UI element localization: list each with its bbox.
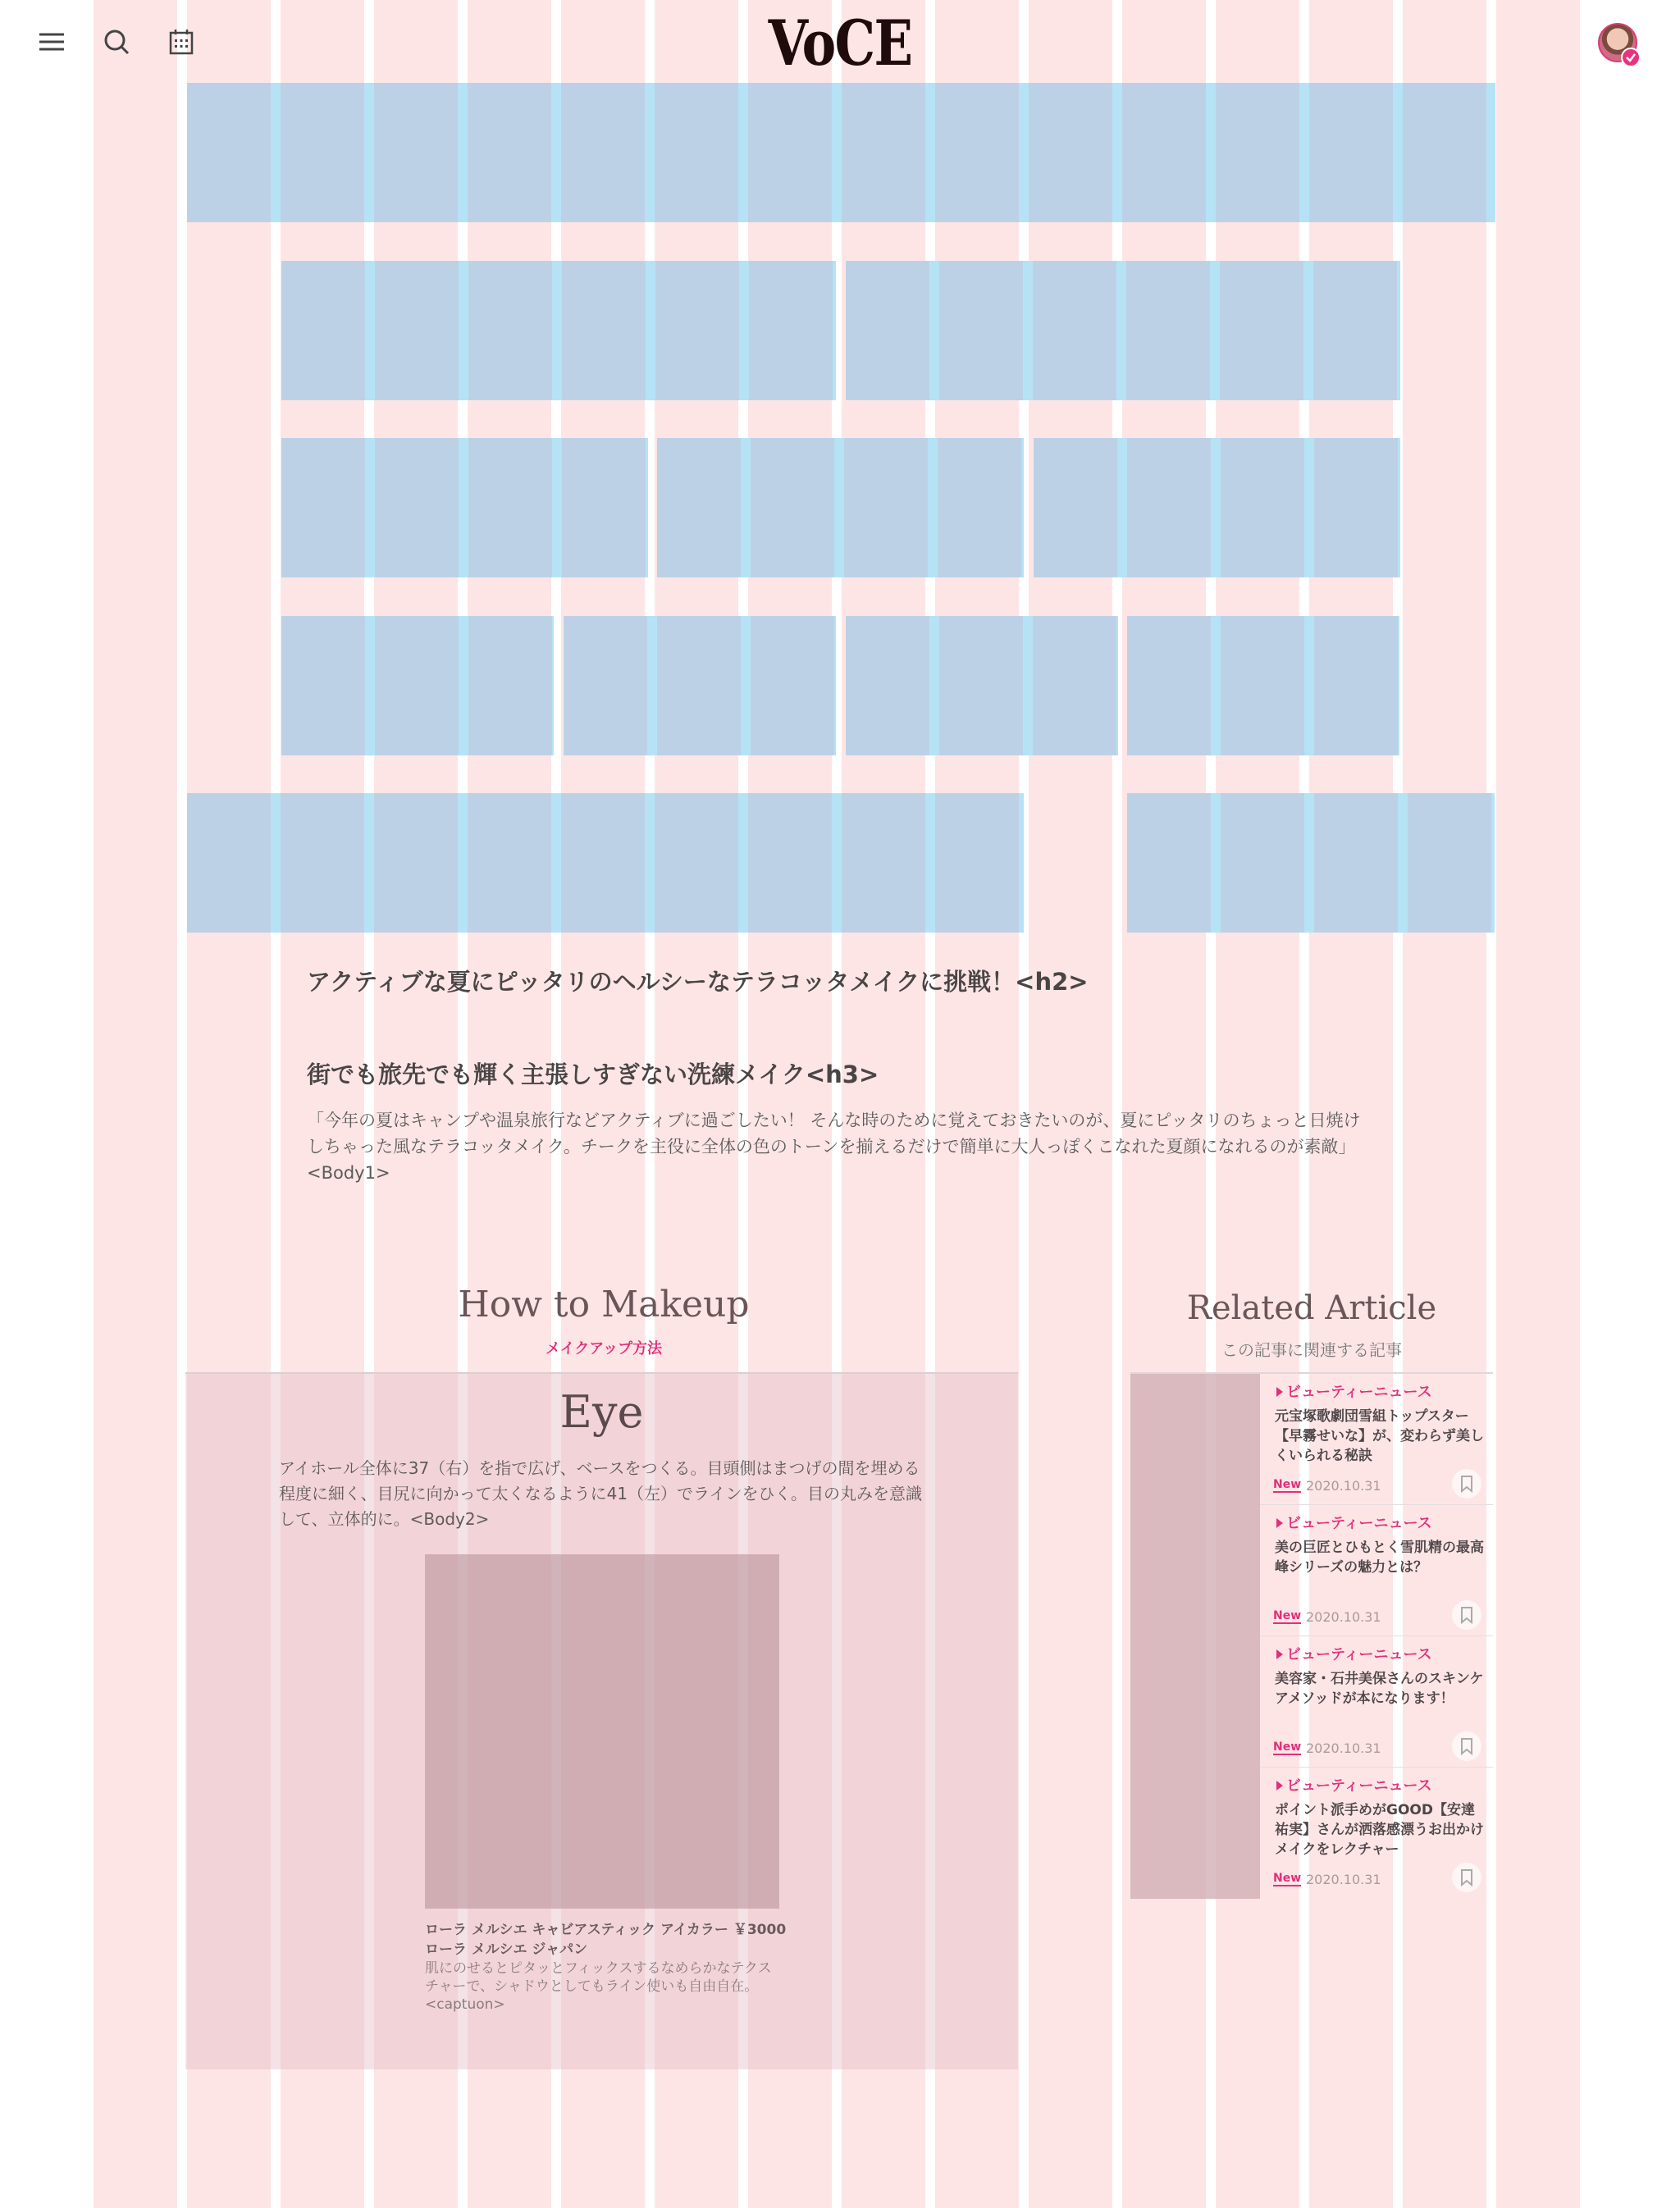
eye-section-title: Eye <box>559 1386 644 1438</box>
image-placeholder-4col-3 <box>846 616 1118 755</box>
product-caption-name <box>425 1920 802 1959</box>
image-placeholder-main-wide <box>187 793 1024 933</box>
image-placeholder-3col-1 <box>281 438 648 577</box>
bookmark-icon[interactable] <box>1452 1863 1481 1892</box>
search-icon[interactable] <box>99 25 134 59</box>
article-heading-h2: アクティブな夏にピッタリのヘルシーなテラコッタメイクに挑戦！<h2> <box>307 968 1089 996</box>
related-date: 2020.10.31 <box>1306 1740 1381 1756</box>
product-caption-text: 肌にのせるとピタッとフィックスするなめらかなテクスチャーで、シャドウとしてもライン使いも自由自在。<captuon> <box>425 1960 772 2013</box>
verified-check-icon <box>1621 48 1641 67</box>
grid-column <box>1496 0 1580 2208</box>
related-date: 2020.10.31 <box>1306 1609 1381 1625</box>
related-subtitle: この記事に関連する記事 <box>1221 1340 1402 1360</box>
image-placeholder-4col-1 <box>281 616 554 755</box>
related-item[interactable] <box>1130 1505 1493 1636</box>
image-placeholder-2col-2 <box>846 261 1400 400</box>
bookmark-icon[interactable] <box>1452 1600 1481 1630</box>
related-title-link[interactable]: ポイント派手めがGOOD【安達祐実】さんが洒落感漂うお出かけメイクをレクチャー <box>1275 1802 1484 1858</box>
eye-body2: アイホール全体に37（右）を指で広げ、ベースをつくる。目頭側はまつげの間を埋める程度に細く、目尻に向かって太くなるように41（左）でラインをひく。目の丸みを意識して、立体的に。<Body2> <box>279 1458 923 1529</box>
hero-image-placeholder <box>187 83 1495 222</box>
image-placeholder-2col-1 <box>281 261 836 400</box>
related-title-link[interactable]: 美の巨匠とひもとく雪肌精の最高峰シリーズの魅力とは？ <box>1275 1540 1484 1576</box>
image-placeholder-3col-2 <box>657 438 1024 577</box>
product-name: ローラ メルシエ キャビアスティック アイカラー ￥3000 <box>425 1922 787 1938</box>
related-item[interactable] <box>1130 1636 1493 1768</box>
image-placeholder-side <box>1127 793 1495 933</box>
related-date: 2020.10.31 <box>1306 1872 1381 1887</box>
new-badge: New <box>1273 1478 1302 1491</box>
calendar-icon[interactable] <box>164 25 199 59</box>
bookmark-icon[interactable] <box>1452 1731 1481 1761</box>
new-badge: New <box>1273 1740 1302 1754</box>
site-logo[interactable]: VoCE <box>768 7 912 80</box>
image-placeholder-3col-3 <box>1034 438 1400 577</box>
menu-icon[interactable] <box>34 25 69 59</box>
product-photo-placeholder <box>425 1554 779 1909</box>
related-item[interactable] <box>1130 1768 1493 1899</box>
related-category[interactable]: ビューティーニュース <box>1276 1643 1432 1664</box>
triangle-icon <box>1276 1387 1283 1397</box>
related-category[interactable]: ビューティーニュース <box>1276 1774 1432 1795</box>
related-title-link[interactable]: 元宝塚歌劇団雪組トップスター【早霧せいな】が、変わらず美しくいられる秘訣 <box>1275 1408 1484 1464</box>
related-item[interactable] <box>1130 1374 1493 1505</box>
related-thumbnail[interactable] <box>1130 1505 1260 1636</box>
related-title-link[interactable]: 美容家・石井美保さんのスキンケアメソッドが本になります！ <box>1275 1671 1484 1707</box>
new-badge: New <box>1273 1609 1302 1622</box>
related-date: 2020.10.31 <box>1306 1478 1381 1494</box>
related-thumbnail[interactable] <box>1130 1636 1260 1768</box>
triangle-icon <box>1276 1649 1283 1659</box>
related-title: Related Article <box>1186 1289 1437 1327</box>
image-placeholder-4col-2 <box>564 616 836 755</box>
related-thumbnail[interactable] <box>1130 1374 1260 1505</box>
new-badge: New <box>1273 1872 1302 1885</box>
image-placeholder-4col-4 <box>1127 616 1399 755</box>
related-thumbnail[interactable] <box>1130 1768 1260 1899</box>
product-brand: ローラ メルシエ ジャパン <box>425 1941 588 1958</box>
article-heading-h3: 街でも旅先でも輝く主張しすぎない洗練メイク<h3> <box>307 1061 879 1088</box>
article-body1: 「今年の夏はキャンプや温泉旅行などアクティブに過ごしたい！ そんな時のために覚えておきたいのが、夏にピッタリのちょっと日焼けしちゃった風なテラコッタメイク。チークを主役に全体の色のトーンを揃えるだけで簡単に大人っぽくこなれた夏顔になれるのが素敵」<Body1> <box>307 1111 1361 1183</box>
howto-subtitle: メイクアップ方法 <box>545 1340 663 1357</box>
bookmark-icon[interactable] <box>1452 1469 1481 1499</box>
triangle-icon <box>1276 1781 1283 1791</box>
howto-title: How to Makeup <box>458 1284 750 1325</box>
related-category[interactable]: ビューティーニュース <box>1276 1380 1432 1402</box>
triangle-icon <box>1276 1518 1283 1528</box>
grid-column <box>94 0 177 2208</box>
related-category[interactable]: ビューティーニュース <box>1276 1512 1432 1533</box>
